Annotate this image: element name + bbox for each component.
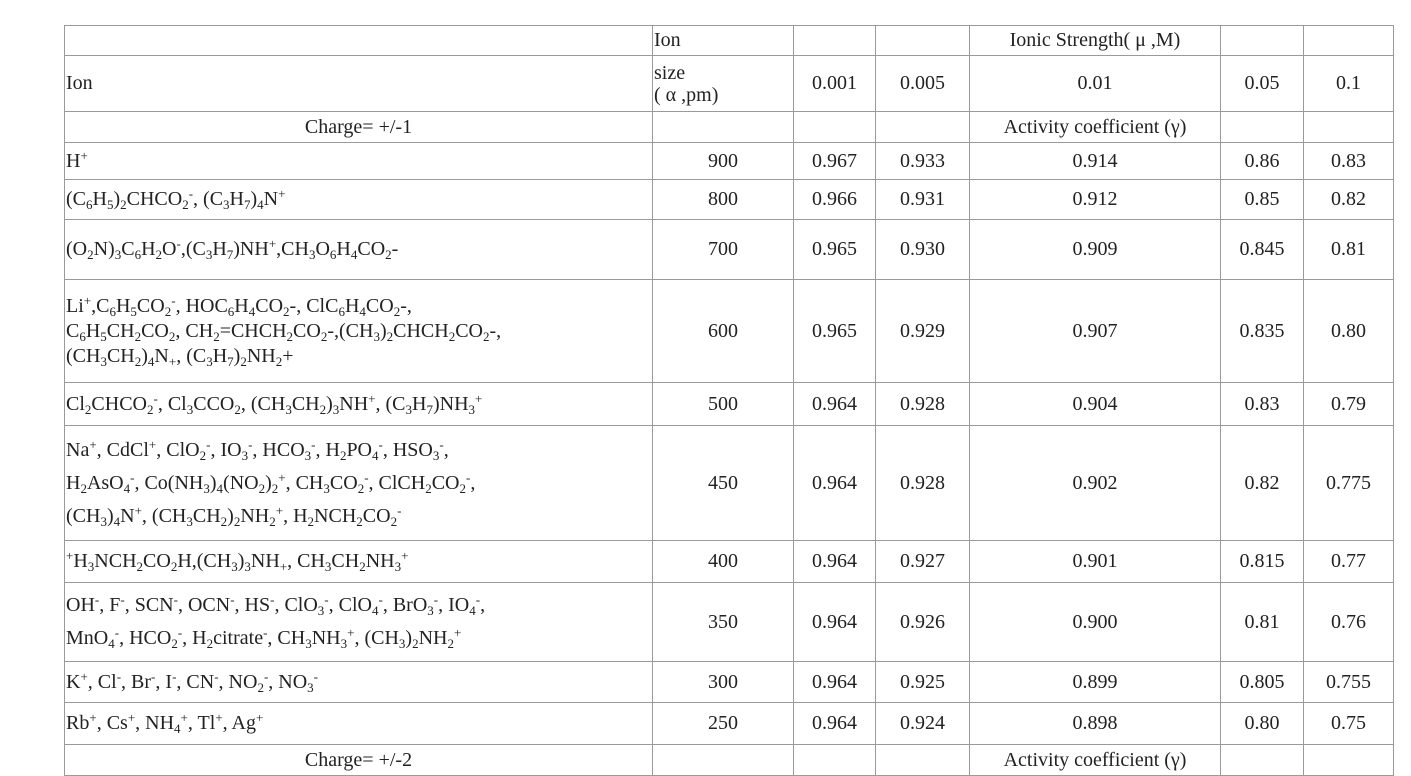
value-cell: 0.901 <box>970 541 1221 583</box>
ion-cell: $Cl_2CHCO_2^-$, $Cl_3CCO_2$, $(CH_3CH_2)_3NH^+$, $(C_3H_7)NH_3^+$ <box>65 383 653 426</box>
charge-label: Charge= +/-1 <box>65 112 653 143</box>
table-row <box>65 383 1394 426</box>
header-size-line3: ( α ,pm) <box>654 83 719 106</box>
value-cell: 0.964 <box>794 583 876 662</box>
value-cell: 0.964 <box>794 383 876 426</box>
value-cell: 0.964 <box>794 662 876 703</box>
ion-cell: K+, Cl-, Br-, I-, CN-, $NO_2^-$, $NO_3^-$ <box>65 662 653 703</box>
value-cell: 0.931 <box>876 180 970 220</box>
value-cell: 0.928 <box>876 426 970 541</box>
value-cell: 0.909 <box>970 220 1221 280</box>
value-cell: 0.86 <box>1221 143 1304 180</box>
value-cell: 0.964 <box>794 541 876 583</box>
size-cell: 450 <box>653 426 794 541</box>
header-row-1 <box>65 26 1394 56</box>
size-cell: 500 <box>653 383 794 426</box>
value-cell: 0.933 <box>876 143 970 180</box>
value-cell: 0.912 <box>970 180 1221 220</box>
value-cell: 0.85 <box>1221 180 1304 220</box>
header-row-2 <box>65 56 1394 112</box>
value-cell: 0.930 <box>876 220 970 280</box>
size-cell: 300 <box>653 662 794 703</box>
header-ionic-strength: Ionic Strength( μ ,M) <box>970 26 1221 56</box>
value-cell: 0.775 <box>1304 426 1394 541</box>
value-cell: 0.76 <box>1304 583 1394 662</box>
value-cell: 0.81 <box>1304 220 1394 280</box>
value-cell: 0.966 <box>794 180 876 220</box>
value-cell: 0.964 <box>794 426 876 541</box>
table-row <box>65 143 1394 180</box>
header-size-line2: size <box>654 61 686 84</box>
value-cell: 0.79 <box>1304 383 1394 426</box>
value-cell: 0.77 <box>1304 541 1394 583</box>
activity-coefficient-table <box>64 25 1394 776</box>
strength-2: 0.01 <box>970 56 1221 112</box>
strength-4: 0.1 <box>1304 56 1394 112</box>
ion-cell: $^+H_3NCH_2CO_2H,(CH_3)_3NH_+$, $CH_3CH_2NH_3^+$ <box>65 541 653 583</box>
value-cell: 0.904 <box>970 383 1221 426</box>
ion-cell: Rb+, Cs+, $NH_4^+$, Tl+, Ag+ <box>65 703 653 745</box>
header-empty <box>65 26 653 56</box>
value-cell: 0.928 <box>876 383 970 426</box>
ion-cell: $(C_6H_5)_2CHCO_2^-$, $(C_3H_7)_4N^+$ <box>65 180 653 220</box>
value-cell: 0.964 <box>794 703 876 745</box>
value-cell: 0.83 <box>1304 143 1394 180</box>
strength-3: 0.05 <box>1221 56 1304 112</box>
value-cell: 0.80 <box>1221 703 1304 745</box>
value-cell: 0.805 <box>1221 662 1304 703</box>
size-cell: 800 <box>653 180 794 220</box>
header-size <box>653 56 794 112</box>
value-cell: 0.83 <box>1221 383 1304 426</box>
table-row <box>65 220 1394 280</box>
value-cell: 0.929 <box>876 280 970 383</box>
value-cell: 0.82 <box>1221 426 1304 541</box>
ion-cell: H+ <box>65 143 653 180</box>
value-cell: 0.80 <box>1304 280 1394 383</box>
value-cell: 0.900 <box>970 583 1221 662</box>
ion-cell: OH-, F-, SCN-, OCN-, HS-, ClO$_3$-, ClO$_4$-, BrO$_3$-, $IO_4^-$, MnO$_4$-, $HCO_2^-$, $H_2citrate^-$, $CH_3NH_3^+$, $(CH_3)_2NH_2^+$ <box>65 583 653 662</box>
value-cell: 0.835 <box>1221 280 1304 383</box>
size-cell: 600 <box>653 280 794 383</box>
strength-1: 0.005 <box>876 56 970 112</box>
size-cell: 900 <box>653 143 794 180</box>
table-row <box>65 541 1394 583</box>
value-cell: 0.898 <box>970 703 1221 745</box>
charge-label: Charge= +/-2 <box>65 745 653 776</box>
header-ion: Ion <box>65 56 653 112</box>
value-cell: 0.899 <box>970 662 1221 703</box>
value-cell: 0.902 <box>970 426 1221 541</box>
table-row <box>65 662 1394 703</box>
value-cell: 0.82 <box>1304 180 1394 220</box>
value-cell: 0.926 <box>876 583 970 662</box>
charge-row <box>65 745 1394 776</box>
value-cell: 0.927 <box>876 541 970 583</box>
table-row <box>65 426 1394 541</box>
value-cell: 0.965 <box>794 220 876 280</box>
table-row <box>65 280 1394 383</box>
size-cell: 350 <box>653 583 794 662</box>
value-cell: 0.81 <box>1221 583 1304 662</box>
ion-cell: $(O_2N)_3C_6H_2O^-,(C_3H_7)NH^+,CH_3O_6H_4CO_2-$ <box>65 220 653 280</box>
table-row <box>65 583 1394 662</box>
value-cell: 0.75 <box>1304 703 1394 745</box>
table-row <box>65 180 1394 220</box>
charge-row <box>65 112 1394 143</box>
value-cell: 0.907 <box>970 280 1221 383</box>
ion-cell: $Li^+,C_6H_5CO_2^-$, $HOC_6H_4CO_2-$, $ClC_6H_4CO_2-$, $C_6H_5CH_2CO_2$, $CH_2=CHCH_2CO_2-,(CH_3)_2CHCH_2CO_2-$, $(CH_3CH_2)_4N_+$, $(C_3H_7)_2NH_2+$ <box>65 280 653 383</box>
value-cell: 0.965 <box>794 280 876 383</box>
value-cell: 0.967 <box>794 143 876 180</box>
value-cell: 0.925 <box>876 662 970 703</box>
size-cell: 700 <box>653 220 794 280</box>
activity-coefficient-label: Activity coefficient (γ) <box>970 745 1221 776</box>
size-cell: 250 <box>653 703 794 745</box>
value-cell: 0.845 <box>1221 220 1304 280</box>
value-cell: 0.924 <box>876 703 970 745</box>
ion-cell: Na+, CdCl+, ClO$_2$-, $IO_3^-$, $HCO_3^-$, $H_2PO_4^-$, $HSO_3^-$, $H_2AsO_4^-$, $Co(NH_3)_4(NO_2)_2^+$, $CH_3CO_2^-$, $ClCH_2CO_2^-$, $(CH_3)_4N^+$, $(CH_3CH_2)_2NH_2^+$, $H_2NCH_2CO_2^-$ <box>65 426 653 541</box>
value-cell: 0.815 <box>1221 541 1304 583</box>
value-cell: 0.914 <box>970 143 1221 180</box>
size-cell: 400 <box>653 541 794 583</box>
value-cell: 0.755 <box>1304 662 1394 703</box>
activity-coefficient-label: Activity coefficient (γ) <box>970 112 1221 143</box>
strength-0: 0.001 <box>794 56 876 112</box>
header-size-line1: Ion <box>653 26 794 56</box>
table-row <box>65 703 1394 745</box>
